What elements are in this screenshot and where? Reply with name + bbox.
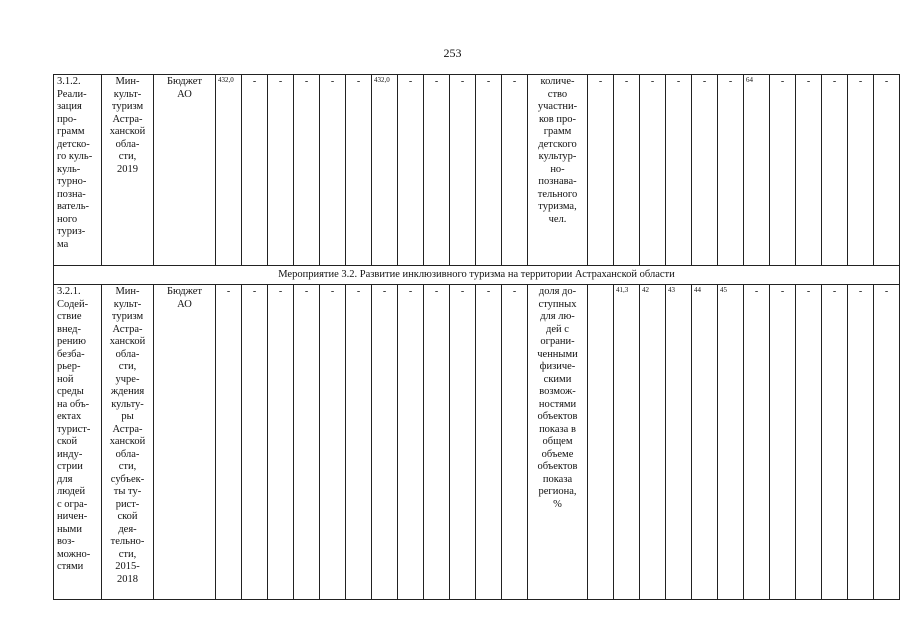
value-cell: -: [640, 75, 666, 266]
amount-cell: 432,0: [216, 75, 242, 266]
funding-source-cell: Бюджет АО: [154, 285, 216, 600]
amount-cell: -: [476, 285, 502, 600]
amount-cell: -: [372, 285, 398, 600]
amount-cell: -: [216, 285, 242, 600]
value-cell: -: [614, 75, 640, 266]
funding-source-cell: Бюджет АО: [154, 75, 216, 266]
value-cell: -: [796, 75, 822, 266]
value-cell: -: [718, 75, 744, 266]
value-cell: 64: [744, 75, 770, 266]
value-cell: -: [822, 75, 848, 266]
amount-cell: -: [268, 75, 294, 266]
value-cell: -: [874, 285, 900, 600]
executor-cell: Мин- культ- туризм Астра- ханской обла- сти, 2019: [102, 75, 154, 266]
amount-cell: -: [242, 75, 268, 266]
value-cell: 43: [666, 285, 692, 600]
activity-code-cell: 3.2.1. Содей- ствие внед- рению безба- рьер- ной среды на объ- ектах турист- ской инду- стрии для людей с огра- ничен- ными воз- можно- стями: [54, 285, 102, 600]
budget-table: [53, 74, 900, 600]
value-cell: -: [666, 75, 692, 266]
table-row: [54, 285, 900, 600]
amount-cell: -: [502, 285, 528, 600]
executor-cell: Мин- культ- туризм Астра- ханской обла- сти, учре- ждения культу- ры Астра- ханской обла- сти, субъек- ты ту- рист- ской дея- тельно- сти, 2015- 2018: [102, 285, 154, 600]
amount-cell: -: [320, 285, 346, 600]
amount-cell: -: [268, 285, 294, 600]
value-cell: -: [822, 285, 848, 600]
section-title: Мероприятие 3.2. Развитие инклюзивного туризма на территории Астраханской области: [54, 266, 900, 285]
value-cell: -: [874, 75, 900, 266]
value-cell: -: [770, 285, 796, 600]
amount-cell: -: [398, 75, 424, 266]
value-cell: -: [848, 75, 874, 266]
amount-cell: -: [346, 75, 372, 266]
amount-cell: -: [346, 285, 372, 600]
amount-cell: -: [242, 285, 268, 600]
amount-cell: 432,0: [372, 75, 398, 266]
amount-cell: -: [398, 285, 424, 600]
section-row: [54, 266, 900, 285]
amount-cell: -: [424, 285, 450, 600]
value-cell: 42: [640, 285, 666, 600]
amount-cell: -: [294, 285, 320, 600]
amount-cell: -: [476, 75, 502, 266]
amount-cell: -: [450, 285, 476, 600]
amount-cell: -: [294, 75, 320, 266]
activity-code-cell: 3.1.2. Реали- зация про- грамм детско- го куль- куль- турно- позна- ватель- ного туриз- ма: [54, 75, 102, 266]
amount-cell: -: [320, 75, 346, 266]
amount-cell: -: [502, 75, 528, 266]
page-number: 253: [443, 46, 462, 60]
indicator-cell: доля до- ступных для лю- дей с ограни- ченными физиче- скими возмож- ностями объектов показа в общем объеме объектов показа региона, %: [528, 285, 588, 600]
amount-cell: -: [450, 75, 476, 266]
value-cell: -: [744, 285, 770, 600]
value-cell: 45: [718, 285, 744, 600]
value-cell: -: [692, 75, 718, 266]
table-row: [54, 75, 900, 266]
value-cell: -: [770, 75, 796, 266]
amount-cell: -: [424, 75, 450, 266]
value-cell: [588, 285, 614, 600]
value-cell: 41,3: [614, 285, 640, 600]
value-cell: -: [848, 285, 874, 600]
value-cell: -: [796, 285, 822, 600]
indicator-cell: количе- ство участни- ков про- грамм детского культур- но- познава- тельного туризма, чел.: [528, 75, 588, 266]
value-cell: 44: [692, 285, 718, 600]
value-cell: -: [588, 75, 614, 266]
